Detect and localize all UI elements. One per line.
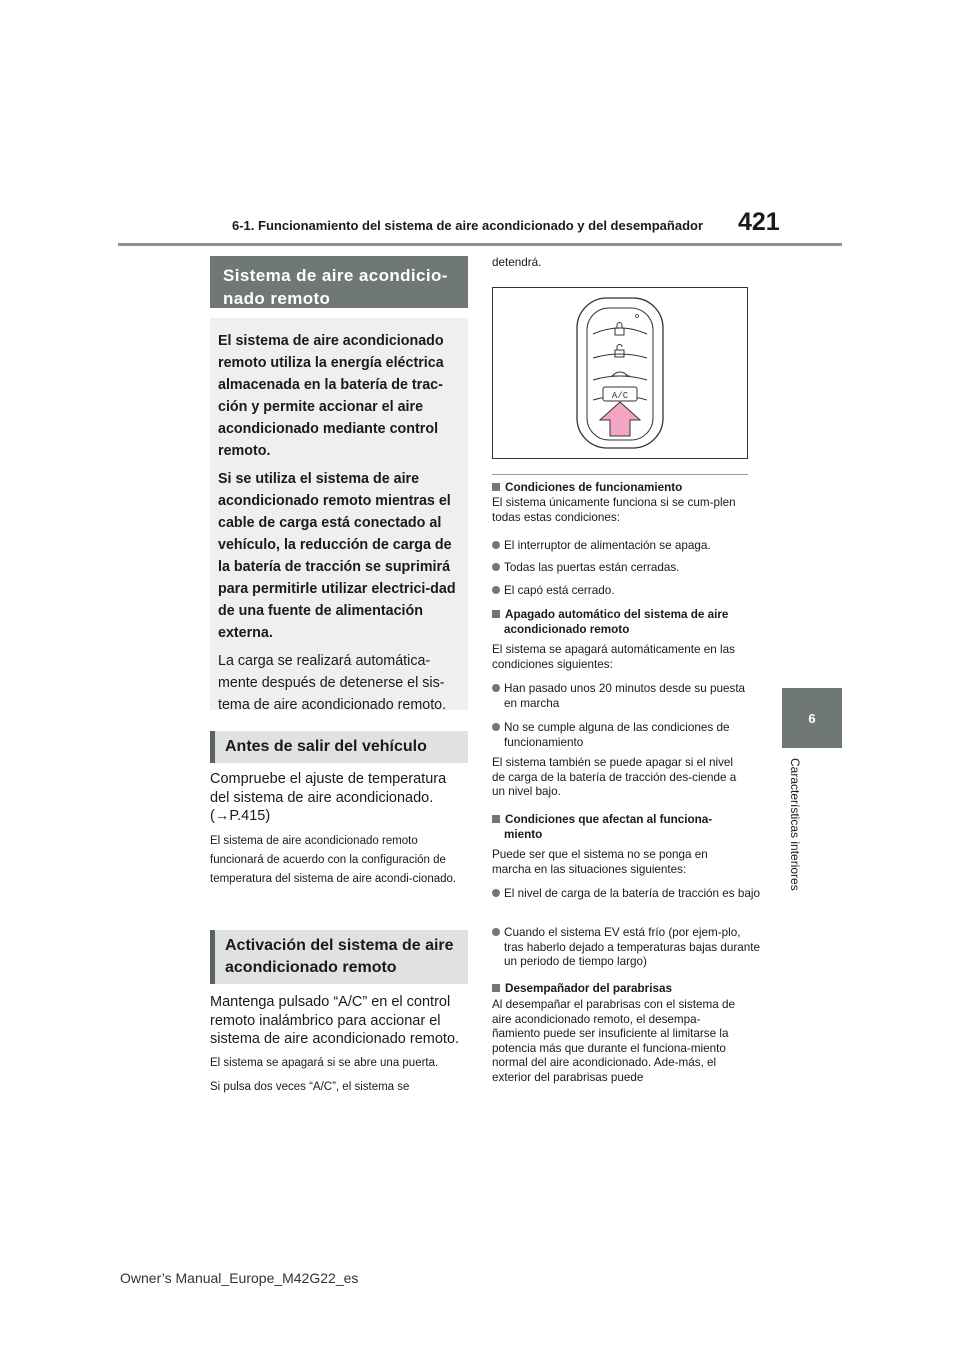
section-title-line: nado remoto: [223, 289, 331, 308]
round-bullet-icon: [492, 889, 500, 897]
square-bullet-icon: [492, 984, 500, 992]
footer-manual-id: Owner’s Manual_Europe_M42G22_es: [120, 1270, 359, 1286]
body-paragraph: El sistema se apagará si se abre una puerta.: [210, 1057, 439, 1069]
chapter-side-label: [780, 758, 810, 918]
list-item: El nivel de carga de la batería de tracción es bajo: [492, 887, 760, 902]
body-paragraph: Mantenga pulsado “A/C” en el control remoto inalámbrico para accionar el sistema de aire acondicionado remoto.: [210, 994, 460, 1047]
body-paragraph: El sistema se apagará automáticamente en las condiciones siguientes:: [492, 643, 735, 671]
square-bullet-icon: [492, 483, 500, 491]
chapter-tab: 6: [782, 688, 842, 748]
body-paragraph: Al desempañar el parabrisas con el sistema de aire acondicionado remoto, el desempa-ñamiento puede ser insuficiente al limitarse la potencia más que durante el funciona-miento normal del aire acondicionado. Ade-más, el exterior del parabrisas puede: [492, 998, 735, 1084]
body-paragraph: El sistema también se puede apagar si el nivel de carga de la batería de tracción des-ciende a un nivel bajo.: [492, 756, 737, 798]
square-bullet-icon: [492, 610, 500, 618]
header-rule: [118, 243, 842, 246]
list-item: Todas las puertas están cerradas.: [492, 561, 760, 576]
body-paragraph: Puede ser que el sistema no se ponga en marcha en las situaciones siguientes:: [492, 848, 708, 876]
section-title-line: Sistema de aire acondicio-: [223, 266, 448, 285]
body-paragraph: Si pulsa dos veces “A/C”, el sistema se: [210, 1081, 410, 1093]
chapter-side-label-text: Características interiores: [788, 758, 802, 891]
subheading-affecting-conditions: Condiciones que afectan al funciona- miento: [492, 813, 748, 842]
section-title-remote-ac: [210, 256, 468, 308]
round-bullet-icon: [492, 928, 500, 936]
round-bullet-icon: [492, 541, 500, 549]
round-bullet-icon: [492, 563, 500, 571]
illustration-rule: [492, 474, 748, 475]
intro-paragraph: La carga se realizará automática-mente después de detenerse el sis-tema de aire acondicionado remoto.: [218, 653, 447, 713]
list-item: El capó está cerrado.: [492, 584, 760, 599]
body-paragraph: El sistema únicamente funciona si se cum-plen todas estas condiciones:: [492, 496, 736, 524]
subheading-auto-shutoff: Apagado automático del sistema de aire acondicionado remoto: [492, 608, 748, 637]
list-item: El interruptor de alimentación se apaga.: [492, 539, 760, 554]
ac-button-label: A/C: [611, 391, 629, 401]
body-paragraph: El sistema de aire acondicionado remoto funcionará de acuerdo con la configuración de temperatura del sistema de aire acondi-cionado.: [210, 835, 457, 885]
intro-paragraph: Si se utiliza el sistema de aire acondicionado remoto mientras el cable de carga está conectado al vehículo, la reducción de carga de la batería de tracción se suprimirá para permitirle utilizar electrici-dad de una fuente de alimentación externa.: [218, 471, 456, 641]
body-paragraph: Compruebe el ajuste de temperatura del sistema de aire acondicionado. (→P.415): [210, 771, 447, 824]
square-bullet-icon: [492, 815, 500, 823]
subheading-operating-conditions: Condiciones de funcionamiento: [492, 481, 748, 496]
remote-key-illustration: [492, 287, 748, 459]
intro-box: [210, 318, 468, 713]
section-title-activation: [210, 930, 468, 984]
list-item: No se cumple alguna de las condiciones de funcionamiento: [492, 721, 760, 750]
list-item: Cuando el sistema EV está frío (por ejem-plo, tras haberlo dejado a temperaturas bajas durante un periodo de tiempo largo): [492, 926, 760, 970]
section-title-line: acondicionado remoto: [225, 959, 397, 976]
round-bullet-icon: [492, 586, 500, 594]
key-fob-drawing: [493, 288, 747, 458]
list-item: Han pasado unos 20 minutos desde su puesta en marcha: [492, 682, 760, 711]
round-bullet-icon: [492, 723, 500, 731]
section-title-line: Activación del sistema de aire: [225, 937, 454, 954]
section-title-before-leaving: Antes de salir del vehículo: [210, 731, 468, 763]
page-number: 421: [738, 208, 780, 236]
intro-paragraph: El sistema de aire acondicionado remoto utiliza la energía eléctrica almacenada en la batería de trac-ción y permite accionar el aire acondicionado mediante control remoto.: [218, 333, 444, 459]
body-paragraph: detendrá.: [492, 256, 542, 269]
running-header-title: 6-1. Funcionamiento del sistema de aire acondicionado y del desempañador: [232, 218, 704, 233]
subheading-windshield-defogger: Desempañador del parabrisas: [492, 982, 748, 997]
round-bullet-icon: [492, 684, 500, 692]
